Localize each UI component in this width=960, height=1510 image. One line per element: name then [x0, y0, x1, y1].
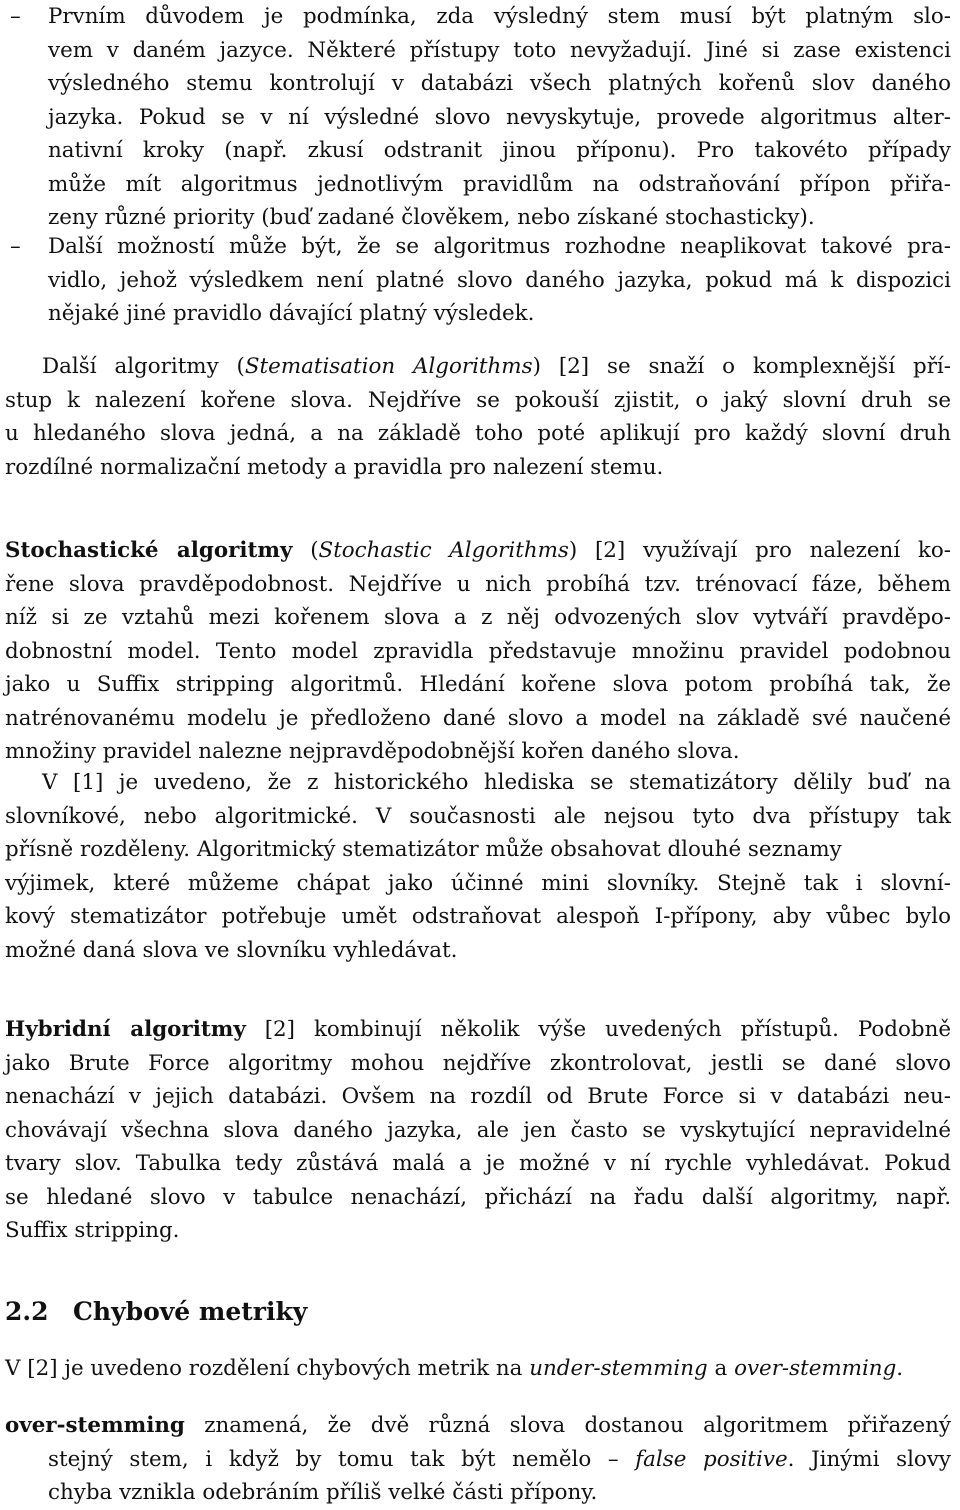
text-line: nenachází v jejich databázi. Ovšem na rozdíl od Brute Force si v databázi neu-	[5, 1084, 951, 1109]
italic-term: Stematisation Algorithms	[244, 354, 533, 379]
text-line: Prvním důvodem je podmínka, zda výsledný stem musí být platným slo-	[48, 4, 951, 29]
text-line: jako u Suffix stripping algoritmů. Hledání kořene slova potom probíhá tak, že	[5, 672, 951, 697]
text-run: znamená, že dvě různá slova dostanou algoritmem přiřazený	[184, 1413, 951, 1438]
definition-over-stemming	[5, 1409, 952, 1510]
list-item-2-marker: –	[10, 234, 21, 259]
text-line: jazyka. Pokud se v ní výsledné slovo nevyskytuje, provede algoritmus alter-	[48, 104, 951, 130]
text-run: V [2] je uvedeno rozdělení chybových metrik na	[5, 1356, 530, 1381]
text-line: se hledané slovo v tabulce nenachází, přichází na řadu další algoritmy, např.	[5, 1184, 951, 1210]
text-run: stejný stem, i když by tomu tak být nemělo –	[48, 1446, 636, 1472]
text-line: jako Brute Force algoritmy mohou nejdříve zkontrolovat, jestli se dané slovo	[5, 1050, 951, 1076]
text-line: výsledného stemu kontrolují v databázi všech platných kořenů slov daného	[48, 71, 951, 96]
text-line	[5, 1409, 952, 1443]
text-line	[5, 534, 952, 568]
text-line: množiny pravidel nalezne nejpravděpodobnější kořen daného slova.	[5, 739, 740, 764]
text-line: vem v daném jazyce. Některé přístupy toto nevyžadují. Jiné si zase existenci	[48, 37, 951, 63]
text-line: kový stematizátor potřebuje umět odstraňovat alespoň I-přípony, aby vůbec bylo	[5, 904, 951, 929]
text-line: přísně rozděleny. Algoritmický stematizátor může obsahovat dlouhé seznamy	[5, 837, 842, 862]
text-line: stup k nalezení kořene slova. Nejdříve se pokouší zjistit, o jaký slovní druh se	[5, 387, 951, 413]
italic-term: Stochastic Algorithms	[318, 538, 569, 563]
text-line: může mít algoritmus jednotlivým pravidlům na odstraňování přípon přiřa-	[48, 171, 951, 197]
bold-term: Stochastické algoritmy	[5, 538, 293, 563]
list-item-2	[48, 230, 952, 331]
text-line: rozdílné normalizační metody a pravidla pro nalezení stemu.	[5, 454, 664, 480]
text-line: řene slova pravděpodobnost. Nejdříve u nich probíhá tzv. trénovací fáze, během	[5, 571, 951, 597]
paragraph-section-intro	[5, 1352, 960, 1386]
text-run: . Jinými slovy	[787, 1446, 951, 1472]
text-run: ) [2] využívají pro nalezení ko-	[568, 538, 951, 563]
list-item-1-marker: –	[10, 4, 21, 29]
text-line: možné daná slova ve slovníku vyhledávat.	[5, 937, 458, 963]
section-heading	[5, 1295, 307, 1329]
text-line	[5, 1443, 952, 1477]
bold-term: over-stemming	[5, 1413, 185, 1438]
italic-term: false positive	[635, 1446, 788, 1472]
italic-term: over-stemming	[734, 1356, 897, 1381]
text-line: dobnostní model. Tento model zpravidla představuje množinu pravidel podobnou	[5, 638, 951, 664]
text-line: chovávají všechna slova daného jazyka, ale jen často se vyskytující nepravidelné	[5, 1117, 951, 1143]
text-line	[5, 350, 952, 384]
text-run: ) [2] se snaží o komplexnější pří-	[532, 354, 951, 379]
italic-term: under-stemming	[529, 1356, 708, 1381]
text-line	[5, 1352, 960, 1386]
text-line: Další možností může být, že se algoritmus rozhodne neaplikovat takové pra-	[48, 234, 951, 259]
text-line: u hledaného slova jedná, a na základě toho poté aplikují pro každý slovní druh	[5, 421, 951, 446]
text-line	[5, 1013, 952, 1047]
text-line: výjimek, které můžeme chápat jako účinné mini slovníky. Stejně tak i slovní-	[5, 870, 951, 896]
list-item-1	[48, 0, 952, 235]
paragraph-history	[5, 766, 952, 967]
text-line: Suffix stripping.	[5, 1218, 180, 1243]
text-run: Další algoritmy (	[42, 354, 245, 379]
text-line: vidlo, jehož výsledkem není platné slovo daného jazyka, pokud má k dispozici	[48, 267, 951, 293]
section-title: Chybové metriky	[73, 1297, 308, 1326]
text-line: nativní kroky (např. zkusí odstranit jinou příponu). Pro takovéto případy	[48, 138, 951, 163]
text-run: (	[292, 538, 319, 563]
paragraph-stochastic	[5, 534, 952, 769]
text-run: [2] kombinují několik výše uvedených přístupů. Podobně	[245, 1017, 951, 1042]
text-line: V [1] je uvedeno, že z historického hlediska se stematizátory dělily buď na	[42, 770, 951, 795]
bold-term: Hybridní algoritmy	[5, 1017, 246, 1042]
text-run: .	[896, 1356, 904, 1381]
section-number: 2.2	[5, 1297, 49, 1326]
text-line: nějaké jiné pravidlo dávající platný výsledek.	[48, 301, 535, 326]
text-line: zeny různé priority (buď zadané člověkem, nebo získané stochasticky).	[48, 205, 815, 230]
text-run: a	[707, 1356, 735, 1381]
text-line: níž si ze vztahů mezi kořenem slova a z něj odvozených slov vytváří pravděpo-	[5, 605, 951, 630]
paragraph-hybrid	[5, 1013, 952, 1248]
text-line: chyba vznikla odebráním příliš velké části přípony.	[48, 1480, 598, 1505]
text-line: tvary slov. Tabulka tedy zůstává malá a je možné v ní rychle vyhledávat. Pokud	[5, 1151, 951, 1176]
paragraph-stematisation	[5, 350, 952, 484]
text-line: slovníkové, nebo algoritmické. V současnosti ale nejsou tyto dva přístupy tak	[5, 803, 951, 829]
text-line: natrénovanému modelu je předloženo dané slovo a model na základě své naučené	[5, 705, 951, 731]
